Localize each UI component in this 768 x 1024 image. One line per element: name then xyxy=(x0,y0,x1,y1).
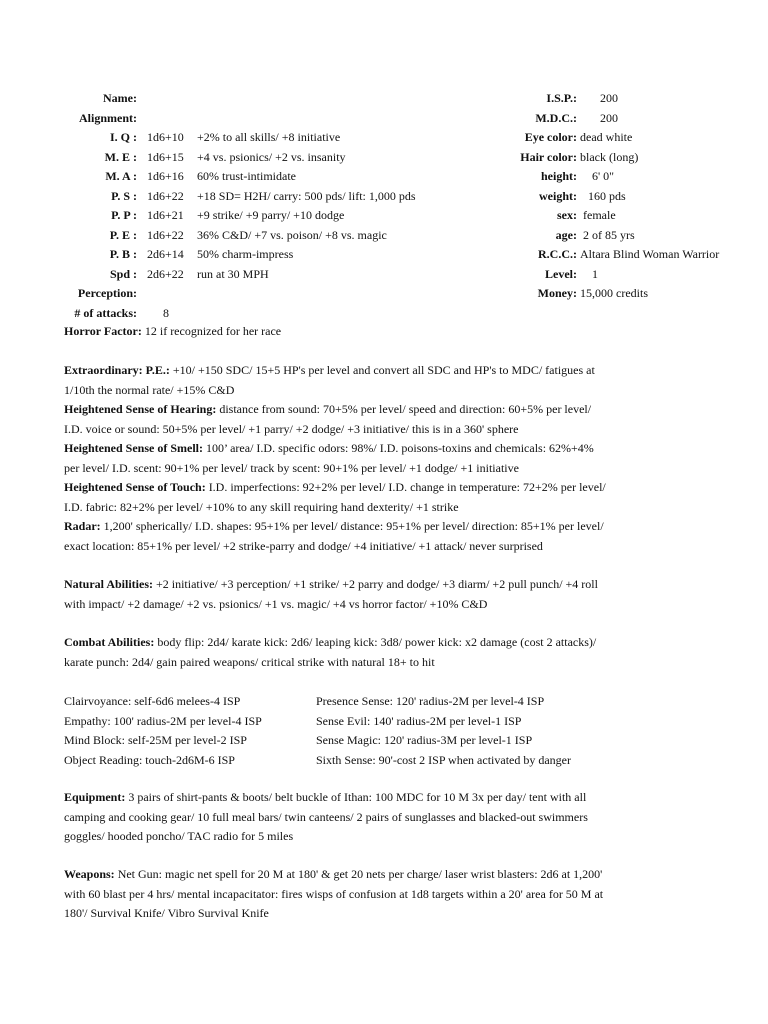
psionic-power: Sense Evil: 140' radius-2M per level-1 ISP xyxy=(316,713,522,728)
profile-label: Money: xyxy=(537,286,577,300)
sense-text: exact location: 85+1% per level/ +2 strike-parry and dodge/ +4 initiative/ +1 attack/ never surprised xyxy=(64,538,543,553)
attribute-label: Name: xyxy=(103,91,137,105)
weapons-line xyxy=(64,888,603,900)
natural-abilities-text: +2 initiative/ +3 perception/ +1 strike/ +2 parry and dodge/ +3 diarm/ +2 pull punch/ +4 roll xyxy=(156,577,598,591)
sense-text: +10/ +150 SDC/ 15+5 HP's per level and convert all SDC and HP's to MDC/ fatigues at xyxy=(172,363,595,377)
profile-label: age: xyxy=(555,227,577,242)
attribute-roll: 8 xyxy=(163,305,169,320)
attribute-roll: 1d6+22 xyxy=(147,188,184,203)
attribute-bonus: +9 strike/ +9 parry/ +10 dodge xyxy=(197,208,345,222)
attribute-label: P. E : xyxy=(109,227,137,242)
attribute-label: # of attacks: xyxy=(74,305,137,320)
attribute-roll: 1d6+15 xyxy=(147,149,184,164)
weapons-text: 180'/ Survival Knife/ Vibro Survival Knife xyxy=(64,906,269,920)
attribute-roll: 1d6+10 xyxy=(147,130,184,144)
attribute-label: Perception: xyxy=(77,286,137,300)
attribute-bonus: +4 vs. psionics/ +2 vs. insanity xyxy=(197,149,346,164)
natural-abilities-text: with impact/ +2 damage/ +2 vs. psionics/ +1 vs. magic/ +4 vs horror factor/ +10% C&D xyxy=(64,596,488,611)
psionic-power: Mind Block: self-25M per level-2 ISP xyxy=(64,733,247,747)
profile-label: Eye color: xyxy=(524,130,577,144)
sense-text: 1,200' spherically/ I.D. shapes: 95+1% per level/ distance: 95+1% per level/ direction: 85+1% per level/ xyxy=(103,519,604,533)
psionic-power: Sixth Sense: 90'-cost 2 ISP when activated by danger xyxy=(316,752,572,767)
weapons-line xyxy=(64,907,269,919)
weapons-line xyxy=(64,868,602,880)
profile-label: weight: xyxy=(539,188,577,203)
attribute-label: P. P : xyxy=(111,208,137,222)
attribute-roll: 2d6+14 xyxy=(147,247,184,261)
equipment-text: camping and cooking gear/ 10 full meal bars/ twin canteens/ 2 pairs of sunglasses and blacked-out swimmers xyxy=(64,809,588,824)
profile-label: height: xyxy=(541,169,577,183)
attribute-roll: 1d6+21 xyxy=(147,208,184,222)
psionic-power: Object Reading: touch-2d6M-6 ISP xyxy=(64,752,235,767)
attribute-label: P. S : xyxy=(111,188,137,203)
equipment-text: goggles/ hooded poncho/ TAC radio for 5 miles xyxy=(64,829,294,843)
attribute-label: Alignment: xyxy=(79,110,137,125)
combat-abilities-line xyxy=(64,636,596,648)
equipment-text: 3 pairs of shirt-pants & boots/ belt buckle of Ithan: 100 MDC for 10 M 3x per day/ tent with all xyxy=(128,790,587,804)
natural-abilities-line xyxy=(64,598,487,610)
sense-label: Heightened Sense of Touch: xyxy=(64,480,206,494)
profile-value: 160 pds xyxy=(588,188,626,203)
sense-line xyxy=(64,501,459,513)
profile-label: sex: xyxy=(557,208,577,222)
profile-label: M.D.C.: xyxy=(535,110,577,125)
weapons-text: with 60 blast per 4 hrs/ mental incapacitator: fires wisps of confusion at 1d8 targets within a 20' area for 50 M at xyxy=(64,886,604,901)
sense-line xyxy=(64,423,518,435)
profile-value: 15,000 credits xyxy=(580,286,648,300)
equipment-line xyxy=(64,791,586,803)
equipment-label: Equipment: xyxy=(64,790,126,804)
profile-label: Level: xyxy=(545,266,577,281)
sense-line xyxy=(64,540,543,552)
sense-line xyxy=(64,481,606,493)
profile-value: dead white xyxy=(580,130,633,144)
profile-value: Altara Blind Woman Warrior xyxy=(580,247,720,261)
psionic-power: Clairvoyance: self-6d6 melees-4 ISP xyxy=(64,694,241,708)
combat-abilities-label: Combat Abilities: xyxy=(64,635,155,649)
sense-text: 1/10th the normal rate/ +15% C&D xyxy=(64,382,235,397)
profile-value: 200 xyxy=(600,91,618,105)
attribute-bonus: 36% C&D/ +7 vs. poison/ +8 vs. magic xyxy=(197,227,387,242)
psionic-power: Sense Magic: 120' radius-3M per level-1 ISP xyxy=(316,733,533,747)
profile-value: 1 xyxy=(592,266,598,281)
horror-factor-value: 12 if recognized for her race xyxy=(144,324,282,338)
profile-label: I.S.P.: xyxy=(546,91,577,105)
sense-line xyxy=(64,403,591,415)
weapons-text: Net Gun: magic net spell for 20 M at 180' & get 20 nets per charge/ laser wrist blasters: 2d6 at 1,200' xyxy=(117,867,603,881)
sense-line xyxy=(64,384,234,396)
sense-line xyxy=(64,462,519,474)
natural-abilities-line xyxy=(64,578,598,590)
sense-text: I.D. imperfections: 92+2% per level/ I.D. change in temperature: 72+2% per level/ xyxy=(208,480,606,494)
natural-abilities-label: Natural Abilities: xyxy=(64,577,153,591)
psionic-power: Presence Sense: 120' radius-2M per level-4 ISP xyxy=(316,694,545,708)
combat-abilities-text: body flip: 2d4/ karate kick: 2d6/ leaping kick: 3d8/ power kick: x2 damage (cost 2 attacks)/ xyxy=(157,635,597,649)
attribute-roll: 1d6+16 xyxy=(147,169,184,183)
attribute-bonus: 50% charm-impress xyxy=(197,247,294,261)
attribute-label: M. E : xyxy=(104,149,137,164)
attribute-roll: 1d6+22 xyxy=(147,227,184,242)
sense-label: Heightened Sense of Hearing: xyxy=(64,402,217,416)
sense-text: distance from sound: 70+5% per level/ speed and direction: 60+5% per level/ xyxy=(219,402,592,416)
sense-line xyxy=(64,442,594,454)
attribute-label: Spd : xyxy=(109,266,137,281)
horror-factor xyxy=(64,325,281,337)
combat-abilities-line xyxy=(64,656,435,668)
attribute-label: P. B : xyxy=(109,247,137,261)
sense-line xyxy=(64,520,604,532)
profile-value: 2 of 85 yrs xyxy=(583,227,635,242)
profile-value: 200 xyxy=(600,110,618,125)
weapons-label: Weapons: xyxy=(64,867,115,881)
equipment-line xyxy=(64,811,588,823)
sense-label: Radar: xyxy=(64,519,101,533)
attribute-label: I. Q : xyxy=(110,130,137,144)
horror-factor-label: Horror Factor: xyxy=(64,324,142,338)
profile-label: Hair color: xyxy=(520,149,577,164)
attribute-bonus: +18 SD= H2H/ carry: 500 pds/ lift: 1,000 pds xyxy=(197,188,416,203)
attribute-label: M. A : xyxy=(105,169,137,183)
profile-label: R.C.C.: xyxy=(538,247,577,261)
attribute-roll: 2d6+22 xyxy=(147,266,184,281)
psionic-power: Empathy: 100' radius-2M per level-4 ISP xyxy=(64,713,262,728)
sense-label: Heightened Sense of Smell: xyxy=(64,441,203,455)
attribute-bonus: +2% to all skills/ +8 initiative xyxy=(197,130,341,144)
sense-text: I.D. voice or sound: 50+5% per level/ +1 parry/ +2 dodge/ +3 initiative/ this is in a 360' sphere xyxy=(64,421,519,436)
profile-value: 6' 0" xyxy=(592,169,615,183)
sense-label: Extraordinary: P.E.: xyxy=(64,363,170,377)
profile-value: female xyxy=(583,208,616,222)
attribute-bonus: run at 30 MPH xyxy=(197,266,269,281)
sense-text: 100’ area/ I.D. specific odors: 98%/ I.D. poisons-toxins and chemicals: 62%+4% xyxy=(206,441,594,455)
combat-abilities-text: karate punch: 2d4/ gain paired weapons/ critical strike with natural 18+ to hit xyxy=(64,654,435,669)
sense-text: per level/ I.D. scent: 90+1% per level/ track by scent: 90+1% per level/ +1 dodge/ +1 initiative xyxy=(64,460,519,475)
profile-value: black (long) xyxy=(580,149,639,164)
sense-line xyxy=(64,364,595,376)
equipment-line xyxy=(64,830,293,842)
attribute-bonus: 60% trust-intimidate xyxy=(197,169,296,183)
sense-text: I.D. fabric: 82+2% per level/ +10% to any skill requiring hand dexterity/ +1 strike xyxy=(64,499,459,514)
